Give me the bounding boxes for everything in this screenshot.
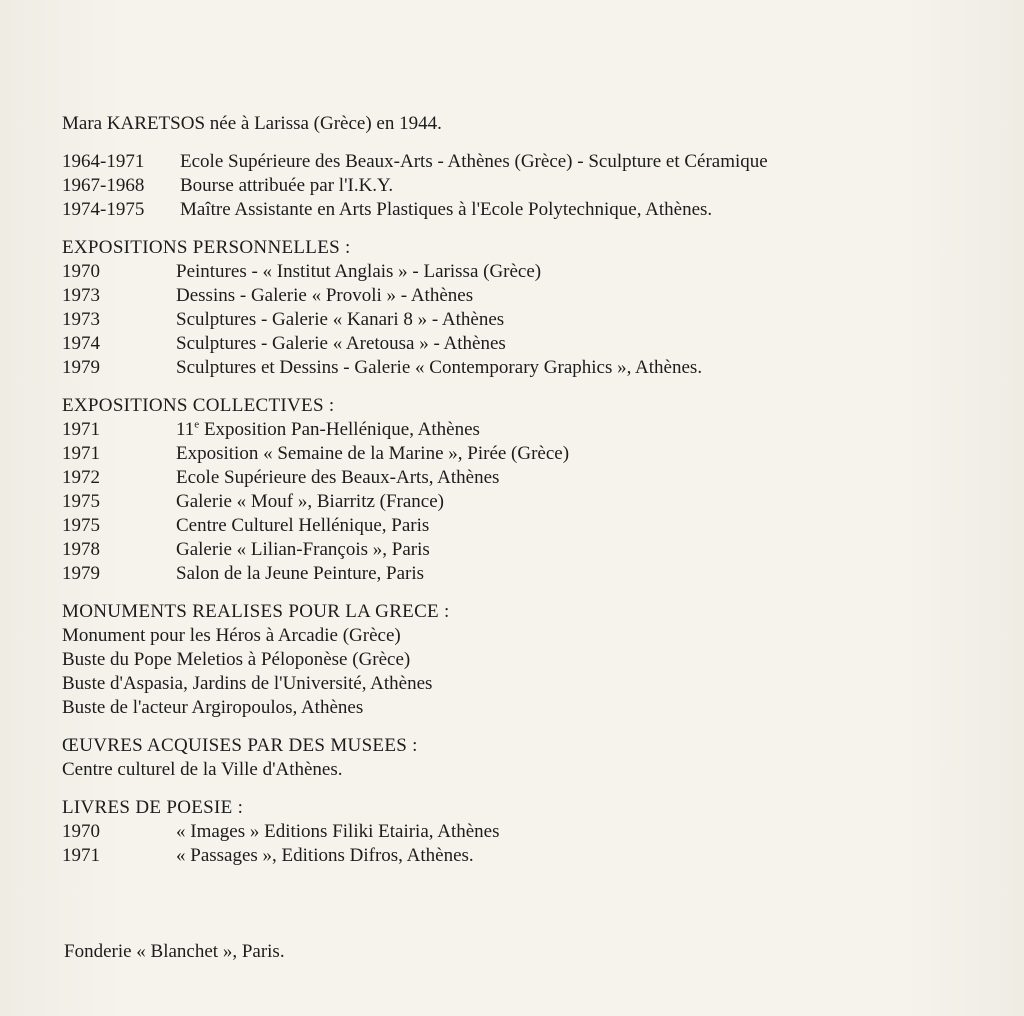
exhibition-text: Sculptures - Galerie « Aretousa » - Athènes (176, 333, 506, 354)
monuments-heading: MONUMENTS REALISES POUR LA GRECE : (62, 601, 450, 622)
poetry-heading: LIVRES DE POESIE : (62, 797, 244, 818)
education-row (62, 198, 962, 222)
monuments-section (62, 600, 962, 720)
ordinal-suffix: e (194, 418, 200, 431)
exhibition-row (62, 308, 962, 332)
collective-exhibitions-heading: EXPOSITIONS COLLECTIVES : (62, 395, 335, 416)
foundry-line: Fonderie « Blanchet », Paris. (64, 941, 285, 962)
education-years: 1974-1975 (62, 199, 145, 220)
education-row (62, 174, 962, 198)
exhibition-year: 1973 (62, 309, 100, 330)
poetry-section (62, 796, 962, 868)
exhibition-row (62, 284, 962, 308)
exhibition-text: Galerie « Mouf », Biarritz (France) (176, 491, 445, 512)
exhibition-year: 1970 (62, 261, 100, 282)
exhibition-row (62, 562, 962, 586)
exhibition-text: Exposition « Semaine de la Marine », Pirée (Grèce) (176, 443, 570, 464)
exhibition-row (62, 514, 962, 538)
education-text: Ecole Supérieure des Beaux-Arts - Athènes (Grèce) - Sculpture et Céramique (180, 151, 768, 172)
exhibition-year: 1971 (62, 419, 100, 440)
exhibition-text: Centre Culturel Hellénique, Paris (176, 515, 430, 536)
education-years: 1964-1971 (62, 151, 145, 172)
exhibition-title: Exposition Pan-Hellénique, Athènes (199, 419, 480, 440)
education-list (62, 150, 962, 222)
poetry-year: 1971 (62, 845, 100, 866)
monument-item: Buste de l'acteur Argiropoulos, Athènes (62, 697, 364, 718)
biography-content (62, 112, 962, 868)
exhibition-text (176, 418, 480, 442)
exhibition-year: 1974 (62, 333, 100, 354)
poetry-year: 1970 (62, 821, 100, 842)
exhibition-year: 1975 (62, 491, 100, 512)
exhibition-row (62, 260, 962, 284)
monument-item: Buste d'Aspasia, Jardins de l'Université, Athènes (62, 673, 433, 694)
museums-heading: ŒUVRES ACQUISES PAR DES MUSEES : (62, 735, 418, 756)
education-text: Maître Assistante en Arts Plastiques à l'Ecole Polytechnique, Athènes. (180, 199, 713, 220)
education-row (62, 150, 962, 174)
exhibition-text: Sculptures - Galerie « Kanari 8 » - Athènes (176, 309, 505, 330)
exhibition-text: Sculptures et Dessins - Galerie « Contemporary Graphics », Athènes. (176, 357, 703, 378)
exhibition-row (62, 490, 962, 514)
exhibition-text: Ecole Supérieure des Beaux-Arts, Athènes (176, 467, 500, 488)
collective-exhibitions-section (62, 394, 962, 586)
exhibition-row (62, 332, 962, 356)
poetry-row (62, 820, 962, 844)
poetry-row (62, 844, 962, 868)
exhibition-row (62, 538, 962, 562)
exhibition-row (62, 442, 962, 466)
monument-item: Monument pour les Héros à Arcadie (Grèce) (62, 625, 401, 646)
exhibition-text: Galerie « Lilian-François », Paris (176, 539, 430, 560)
exhibition-year: 1979 (62, 357, 100, 378)
personal-exhibitions-heading: EXPOSITIONS PERSONNELLES : (62, 237, 351, 258)
exhibition-year: 1978 (62, 539, 100, 560)
museums-section (62, 734, 962, 782)
exhibition-text: Salon de la Jeune Peinture, Paris (176, 563, 425, 584)
monument-item: Buste du Pope Meletios à Péloponèse (Grèce) (62, 649, 411, 670)
exhibition-row (62, 418, 962, 442)
exhibition-year: 1979 (62, 563, 100, 584)
exhibition-year: 1973 (62, 285, 100, 306)
education-text: Bourse attribuée par l'I.K.Y. (180, 175, 394, 196)
exhibition-text: Dessins - Galerie « Provoli » - Athènes (176, 285, 474, 306)
exhibition-year: 1975 (62, 515, 100, 536)
poetry-text: « Passages », Editions Difros, Athènes. (176, 845, 474, 866)
personal-exhibitions-section (62, 236, 962, 380)
exhibition-year: 1971 (62, 443, 100, 464)
museum-item: Centre culturel de la Ville d'Athènes. (62, 759, 343, 780)
exhibition-row (62, 356, 962, 380)
exhibition-row (62, 466, 962, 490)
poetry-text: « Images » Editions Filiki Etairia, Athènes (176, 821, 500, 842)
intro-line: Mara KARETSOS née à Larissa (Grèce) en 1944. (62, 113, 442, 134)
education-years: 1967-1968 (62, 175, 145, 196)
exhibition-text: Peintures - « Institut Anglais » - Larissa (Grèce) (176, 261, 542, 282)
exhibition-year: 1972 (62, 467, 100, 488)
edition-number: 11 (176, 419, 195, 440)
